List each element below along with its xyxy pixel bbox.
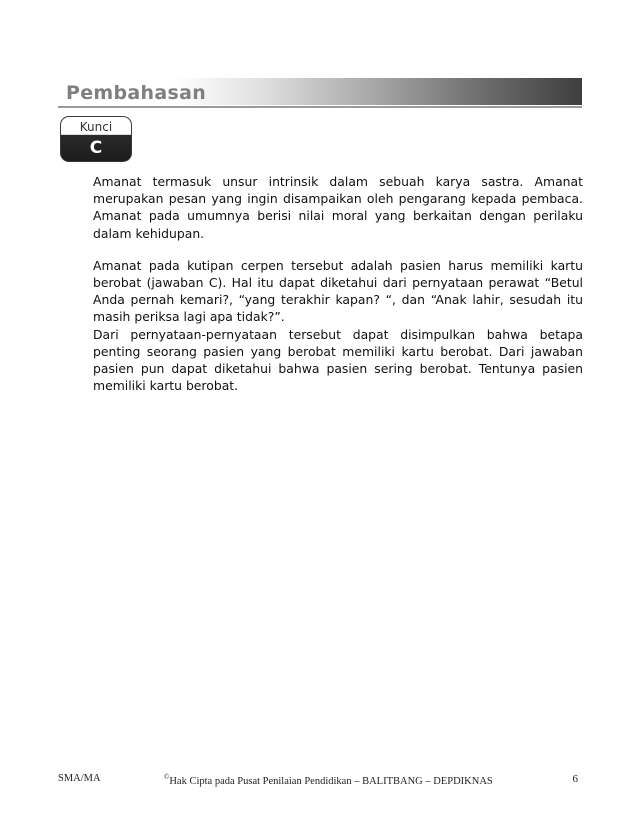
paragraph-definition: Amanat termasuk unsur intrinsik dalam sebuah karya sastra. Amanat merupakan pesan yang ingin disampaikan oleh pengarang kepada pembaca. Amanat pada umumnya berisi nilai moral yang berkaitan dengan perilaku dalam kehidupan. <box>93 174 583 241</box>
explanation-body <box>93 173 583 394</box>
paragraph-conclusion: Dari pernyataan-pernyataan tersebut dapat disimpulkan bahwa betapa penting seorang pasien yang berobat memiliki kartu berobat. Dari jawaban pasien pun dapat diketahui bahwa pasien sering berobat. Tentunya pasien memiliki kartu berobat. <box>93 326 583 394</box>
answer-key-label: Kunci <box>79 120 113 134</box>
footer-level: SMA/MA <box>58 773 101 784</box>
copyright-symbol: © <box>164 773 170 781</box>
page-number: 6 <box>572 773 578 785</box>
section-title: Pembahasan <box>66 82 207 104</box>
footer-copyright <box>164 773 493 787</box>
answer-key-value: C <box>89 138 103 158</box>
page-footer <box>58 773 582 789</box>
footer-copyright-text: Hak Cipta pada Pusat Penilaian Pendidikan – BALITBANG – DEPDIKNAS <box>169 776 493 787</box>
answer-key-box <box>60 116 132 162</box>
section-header-rule <box>58 106 582 108</box>
paragraph-analysis: Amanat pada kutipan cerpen tersebut adalah pasien harus memiliki kartu berobat (jawaban C). Hal itu dapat diketahui dari pernyataan perawat “Betul Anda pernah kemari?, “yang terakhir kapan? “, dan “Anak lahir, sesudah itu masih periksa lagi apa tidak?”. <box>93 257 583 325</box>
